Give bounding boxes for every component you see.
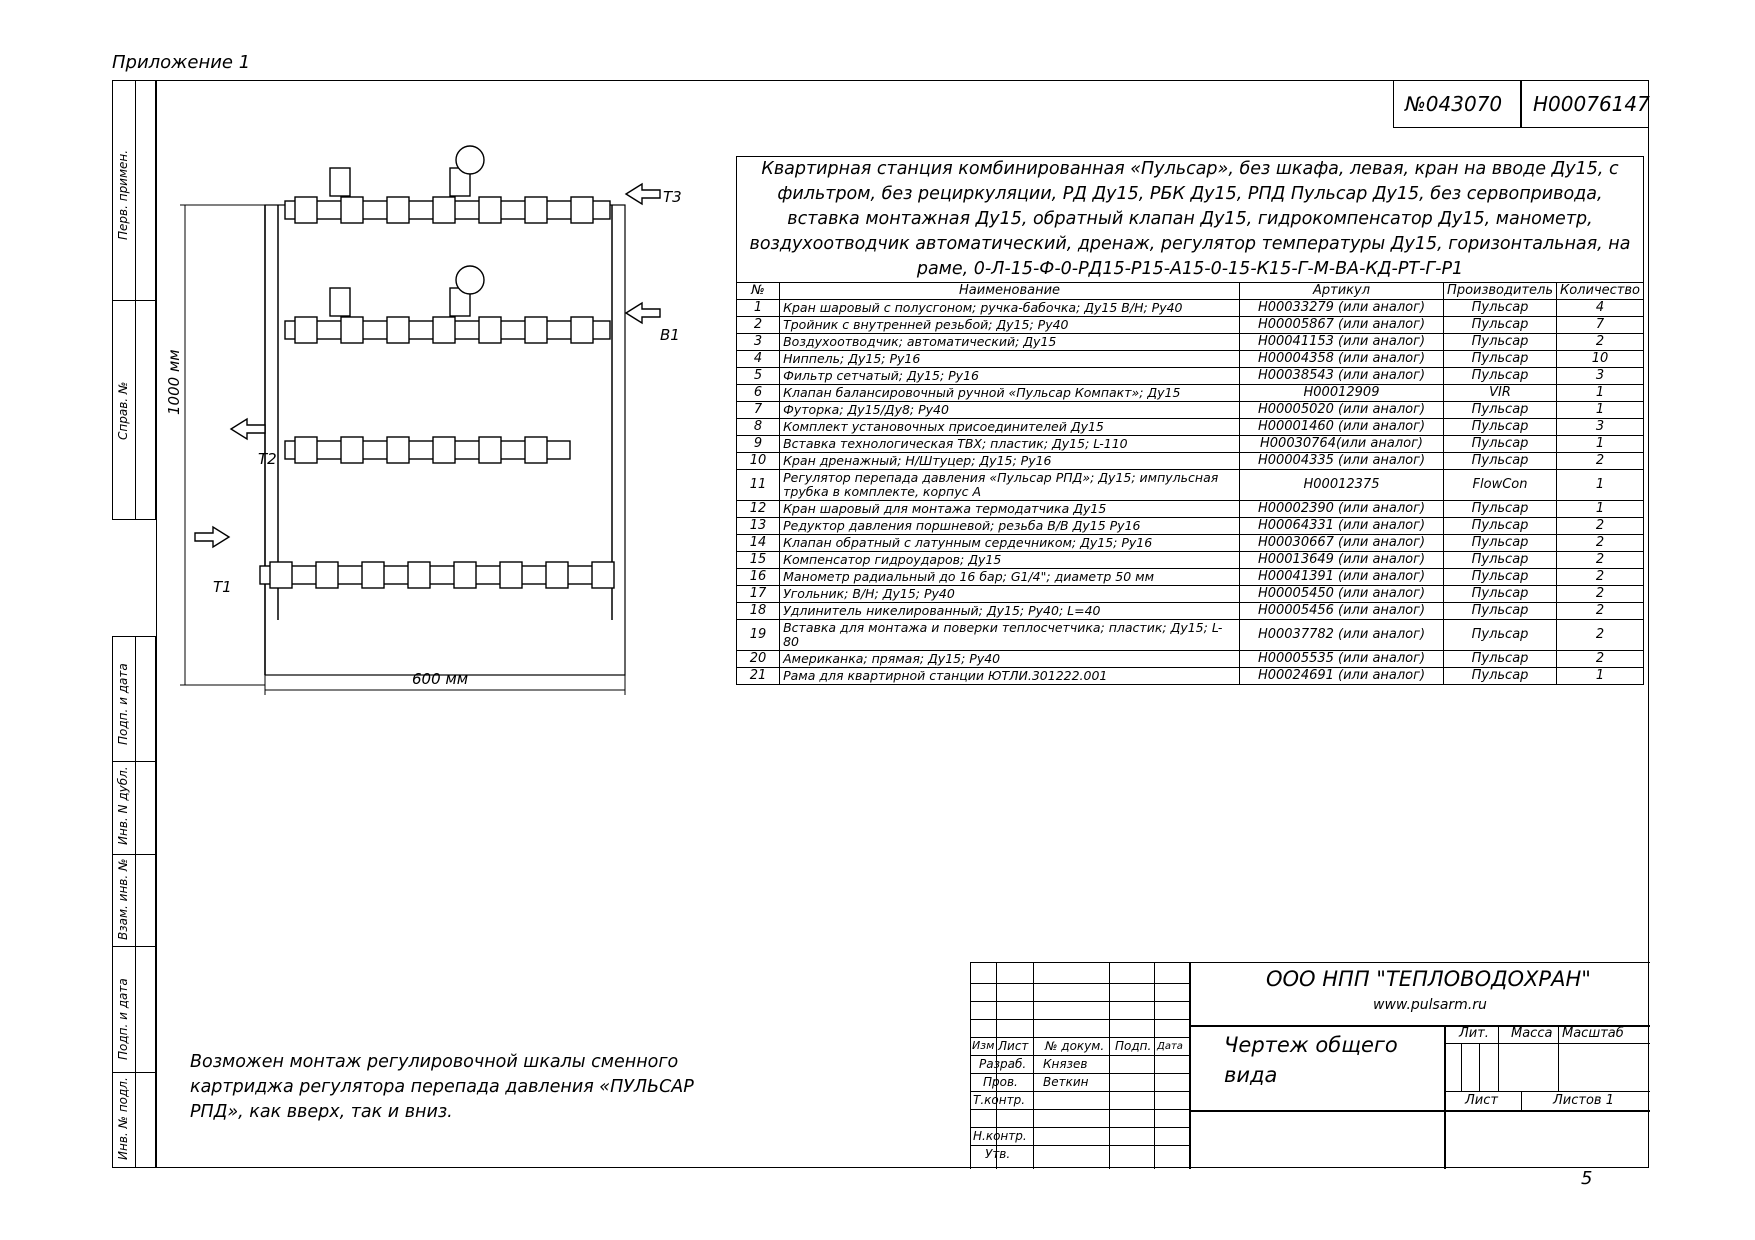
spec-qty: 1 bbox=[1556, 436, 1643, 453]
spec-maker: Пульсар bbox=[1444, 603, 1557, 620]
fitting bbox=[592, 562, 614, 588]
spec-maker: Пульсар bbox=[1444, 552, 1557, 569]
spec-row bbox=[737, 668, 1644, 685]
fitting bbox=[433, 317, 455, 343]
stamp-number: №043070 bbox=[1405, 92, 1503, 116]
spec-maker: Пульсар bbox=[1444, 317, 1557, 334]
spec-article: Н00013649 (или аналог) bbox=[1239, 552, 1443, 569]
tb-lit: Лит. bbox=[1459, 1026, 1489, 1041]
spec-num: 18 bbox=[737, 603, 780, 620]
title-block bbox=[970, 962, 1650, 1169]
spec-row bbox=[737, 453, 1644, 470]
spec-row bbox=[737, 603, 1644, 620]
tb-massa: Масса bbox=[1511, 1026, 1553, 1041]
spec-num: 2 bbox=[737, 317, 780, 334]
pressure-gauge bbox=[456, 146, 484, 174]
spec-num: 15 bbox=[737, 552, 780, 569]
spec-article: Н00033279 (или аналог) bbox=[1239, 300, 1443, 317]
fitting bbox=[341, 197, 363, 223]
spec-row bbox=[737, 501, 1644, 518]
spec-qty: 2 bbox=[1556, 535, 1643, 552]
spec-row bbox=[737, 586, 1644, 603]
spec-maker: Пульсар bbox=[1444, 586, 1557, 603]
appendix-label: Приложение 1 bbox=[112, 52, 251, 73]
spec-article: Н00030667 (или аналог) bbox=[1239, 535, 1443, 552]
spec-name: Ниппель; Ду15; Ру16 bbox=[780, 351, 1240, 368]
spec-maker: Пульсар bbox=[1444, 419, 1557, 436]
spec-article: Н00004358 (или аналог) bbox=[1239, 351, 1443, 368]
spec-article: Н00004335 (или аналог) bbox=[1239, 453, 1443, 470]
spec-article: Н00037782 (или аналог) bbox=[1239, 620, 1443, 651]
spec-maker: Пульсар bbox=[1444, 402, 1557, 419]
fitting bbox=[479, 317, 501, 343]
spec-num: 3 bbox=[737, 334, 780, 351]
spec-article: Н00030764(или аналог) bbox=[1239, 436, 1443, 453]
spec-article: Н00005535 (или аналог) bbox=[1239, 651, 1443, 668]
spec-article: Н00064331 (или аналог) bbox=[1239, 518, 1443, 535]
spec-article: Н00012375 bbox=[1239, 470, 1443, 501]
spec-article: Н00002390 (или аналог) bbox=[1239, 501, 1443, 518]
spec-row bbox=[737, 334, 1644, 351]
spec-maker: Пульсар bbox=[1444, 351, 1557, 368]
fitting bbox=[295, 317, 317, 343]
spec-qty: 2 bbox=[1556, 603, 1643, 620]
spec-name: Удлинитель никелированный; Ду15; Ру40; L=40 bbox=[780, 603, 1240, 620]
flow-arrow bbox=[626, 184, 660, 204]
spec-qty: 3 bbox=[1556, 419, 1643, 436]
spec-maker: Пульсар bbox=[1444, 620, 1557, 651]
spec-name: Кран шаровый для монтажа термодатчика Ду15 bbox=[780, 501, 1240, 518]
side-label-perv: Перв. примен. bbox=[116, 149, 130, 240]
spec-name: Регулятор перепада давления «Пульсар РПД»; Ду15; импульсная трубка в комплекте, корпус А bbox=[780, 470, 1240, 501]
fitting bbox=[295, 437, 317, 463]
tb-izm: Изм bbox=[972, 1039, 995, 1052]
spec-num: 14 bbox=[737, 535, 780, 552]
spec-row bbox=[737, 620, 1644, 651]
spec-maker: Пульсар bbox=[1444, 569, 1557, 586]
spec-maker: Пульсар bbox=[1444, 368, 1557, 385]
spec-qty: 2 bbox=[1556, 552, 1643, 569]
spec-maker: Пульсар bbox=[1444, 535, 1557, 552]
spec-num: 6 bbox=[737, 385, 780, 402]
spec-qty: 2 bbox=[1556, 334, 1643, 351]
spec-name: Кран шаровый с полусгоном; ручка-бабочка; Ду15 В/Н; Ру40 bbox=[780, 300, 1240, 317]
spec-row bbox=[737, 385, 1644, 402]
tb-prov: Пров. bbox=[983, 1075, 1018, 1089]
tb-date: Дата bbox=[1157, 1041, 1183, 1052]
fitting bbox=[571, 317, 593, 343]
spec-article: Н00005020 (или аналог) bbox=[1239, 402, 1443, 419]
spec-table bbox=[736, 282, 1644, 685]
spec-num: 5 bbox=[737, 368, 780, 385]
fitting bbox=[341, 317, 363, 343]
spec-num: 7 bbox=[737, 402, 780, 419]
tb-tkontr: Т.контр. bbox=[973, 1093, 1026, 1107]
spec-num: 13 bbox=[737, 518, 780, 535]
flow-label-t2: Т2 bbox=[258, 450, 277, 468]
spec-article: Н00024691 (или аналог) bbox=[1239, 668, 1443, 685]
col-article: Артикул bbox=[1239, 283, 1443, 300]
spec-row bbox=[737, 569, 1644, 586]
spec-name: Американка; прямая; Ду15; Ру40 bbox=[780, 651, 1240, 668]
spec-article: Н00041391 (или аналог) bbox=[1239, 569, 1443, 586]
fitting bbox=[479, 437, 501, 463]
spec-row bbox=[737, 368, 1644, 385]
fitting bbox=[362, 562, 384, 588]
stamp-code: Н00076147 bbox=[1533, 92, 1650, 116]
flow-label-v1: В1 bbox=[660, 326, 680, 344]
spec-article: Н00041153 (или аналог) bbox=[1239, 334, 1443, 351]
spec-maker: Пульсар bbox=[1444, 453, 1557, 470]
tb-sheets: Листов 1 bbox=[1553, 1093, 1614, 1108]
dim-width: 600 мм bbox=[412, 670, 469, 688]
flow-arrow bbox=[195, 527, 229, 547]
tb-utv: Утв. bbox=[985, 1147, 1011, 1161]
fitting bbox=[316, 562, 338, 588]
tb-doc: № докум. bbox=[1045, 1039, 1105, 1053]
spec-maker: Пульсар bbox=[1444, 334, 1557, 351]
tb-sheet: Лист bbox=[1465, 1093, 1498, 1108]
spec-row bbox=[737, 552, 1644, 569]
tb-doc-title-1: Чертеж общего bbox=[1224, 1033, 1398, 1057]
fitting bbox=[387, 437, 409, 463]
col-num: № bbox=[737, 283, 780, 300]
spec-maker: Пульсар bbox=[1444, 668, 1557, 685]
spec-name: Футорка; Ду15/Ду8; Ру40 bbox=[780, 402, 1240, 419]
fitting bbox=[479, 197, 501, 223]
spec-name: Компенсатор гидроударов; Ду15 bbox=[780, 552, 1240, 569]
description-line: вставка монтажная Ду15, обратный клапан Ду15, гидрокомпенсатор Ду15, манометр, bbox=[787, 209, 1593, 229]
col-name: Наименование bbox=[780, 283, 1240, 300]
spec-name: Угольник; В/Н; Ду15; Ру40 bbox=[780, 586, 1240, 603]
side-label-vzam: Взам. инв. № bbox=[116, 858, 130, 940]
spec-num: 12 bbox=[737, 501, 780, 518]
spec-num: 8 bbox=[737, 419, 780, 436]
spec-row bbox=[737, 402, 1644, 419]
tb-list: Лист bbox=[998, 1039, 1029, 1053]
spec-name: Комплект установочных присоединителей Ду15 bbox=[780, 419, 1240, 436]
spec-num: 9 bbox=[737, 436, 780, 453]
spec-row bbox=[737, 651, 1644, 668]
fitting bbox=[270, 562, 292, 588]
spec-row bbox=[737, 419, 1644, 436]
station-diagram bbox=[160, 120, 680, 700]
spec-row bbox=[737, 535, 1644, 552]
fitting bbox=[433, 437, 455, 463]
spec-name: Фильтр сетчатый; Ду15; Ру16 bbox=[780, 368, 1240, 385]
tb-prov-name: Веткин bbox=[1043, 1075, 1089, 1089]
spec-maker: Пульсар bbox=[1444, 518, 1557, 535]
fitting bbox=[525, 317, 547, 343]
description-line: раме, 0-Л-15-Ф-0-РД15-Р15-А15-0-15-К15-Г-М-ВА-КД-РТ-Г-Р1 bbox=[916, 259, 1464, 279]
spec-row bbox=[737, 470, 1644, 501]
spec-row bbox=[737, 436, 1644, 453]
spec-qty: 3 bbox=[1556, 368, 1643, 385]
spec-article: Н00038543 (или аналог) bbox=[1239, 368, 1443, 385]
tb-sign: Подп. bbox=[1115, 1039, 1152, 1053]
spec-article: Н00005450 (или аналог) bbox=[1239, 586, 1443, 603]
spec-row bbox=[737, 300, 1644, 317]
spec-qty: 2 bbox=[1556, 453, 1643, 470]
spec-qty: 10 bbox=[1556, 351, 1643, 368]
spec-maker: Пульсар bbox=[1444, 436, 1557, 453]
spec-row bbox=[737, 351, 1644, 368]
spec-qty: 1 bbox=[1556, 668, 1643, 685]
tb-doc-title-2: вида bbox=[1224, 1063, 1278, 1087]
spec-num: 10 bbox=[737, 453, 780, 470]
fitting bbox=[525, 437, 547, 463]
fitting bbox=[387, 317, 409, 343]
note-block bbox=[190, 1050, 694, 1125]
description-line: Квартирная станция комбинированная «Пульсар», без шкафа, левая, кран на вводе Ду15, с bbox=[761, 159, 1619, 179]
air-vent-body bbox=[330, 288, 350, 316]
note-line: картриджа регулятора перепада давления «ПУЛЬСАР bbox=[190, 1077, 694, 1097]
tb-masshtab: Масштаб bbox=[1562, 1026, 1624, 1041]
flow-arrow bbox=[626, 303, 660, 323]
spec-qty: 1 bbox=[1556, 501, 1643, 518]
fitting bbox=[500, 562, 522, 588]
spec-qty: 1 bbox=[1556, 385, 1643, 402]
spec-maker: Пульсар bbox=[1444, 300, 1557, 317]
flow-label-t3: Т3 bbox=[663, 188, 682, 206]
spec-num: 20 bbox=[737, 651, 780, 668]
description-line: воздухоотводчик автоматический, дренаж, регулятор температуры Ду15, горизонтальная, на bbox=[749, 234, 1631, 254]
spec-maker: Пульсар bbox=[1444, 501, 1557, 518]
side-label-podp2: Подп. и дата bbox=[116, 978, 130, 1060]
note-line: РПД», как вверх, так и вниз. bbox=[190, 1102, 453, 1122]
spec-num: 11 bbox=[737, 470, 780, 501]
spec-maker: FlowCon bbox=[1444, 470, 1557, 501]
spec-qty: 4 bbox=[1556, 300, 1643, 317]
spec-article: Н00001460 (или аналог) bbox=[1239, 419, 1443, 436]
col-maker: Производитель bbox=[1444, 283, 1557, 300]
fitting bbox=[295, 197, 317, 223]
tb-razrab: Разраб. bbox=[979, 1057, 1027, 1071]
page-number: 5 bbox=[1581, 1168, 1593, 1189]
spec-qty: 2 bbox=[1556, 586, 1643, 603]
side-label-inv-dubl: Инв. N дубл. bbox=[116, 766, 130, 845]
spec-num: 16 bbox=[737, 569, 780, 586]
spec-qty: 2 bbox=[1556, 569, 1643, 586]
spec-maker: VIR bbox=[1444, 385, 1557, 402]
spec-row bbox=[737, 317, 1644, 334]
fitting bbox=[387, 197, 409, 223]
pressure-gauge bbox=[456, 266, 484, 294]
air-vent-body bbox=[330, 168, 350, 196]
spec-name: Клапан балансировочный ручной «Пульсар Компакт»; Ду15 bbox=[780, 385, 1240, 402]
spec-name: Вставка для монтажа и поверки теплосчетчика; пластик; Ду15; L-80 bbox=[780, 620, 1240, 651]
fitting bbox=[433, 197, 455, 223]
spec-qty: 2 bbox=[1556, 651, 1643, 668]
spec-name: Рама для квартирной станции ЮТЛИ.301222.001 bbox=[780, 668, 1240, 685]
side-label-inv-podl: Инв. № подл. bbox=[116, 1077, 130, 1160]
spec-name: Клапан обратный с латунным сердечником; Ду15; Ру16 bbox=[780, 535, 1240, 552]
spec-name: Вставка технологическая ТВХ; пластик; Ду15; L-110 bbox=[780, 436, 1240, 453]
spec-name: Редуктор давления поршневой; резьба В/В Ду15 Ру16 bbox=[780, 518, 1240, 535]
spec-name: Тройник с внутренней резьбой; Ду15; Ру40 bbox=[780, 317, 1240, 334]
fitting bbox=[454, 562, 476, 588]
dim-height: 1000 мм bbox=[165, 349, 183, 415]
spec-description bbox=[736, 156, 1644, 282]
spec-name: Воздухоотводчик; автоматический; Ду15 bbox=[780, 334, 1240, 351]
col-qty: Количество bbox=[1556, 283, 1643, 300]
side-label-sprav: Справ. № bbox=[116, 381, 130, 440]
fitting bbox=[546, 562, 568, 588]
spec-qty: 1 bbox=[1556, 402, 1643, 419]
fitting bbox=[408, 562, 430, 588]
spec-row bbox=[737, 518, 1644, 535]
side-label-podp1: Подп. и дата bbox=[116, 663, 130, 745]
description-line: фильтром, без рециркуляции, РД Ду15, РБК Ду15, РПД Пульсар Ду15, без сервопривода, bbox=[777, 184, 1603, 204]
spec-num: 17 bbox=[737, 586, 780, 603]
flow-arrow bbox=[231, 419, 265, 439]
tb-razrab-name: Князев bbox=[1043, 1057, 1088, 1071]
fitting bbox=[571, 197, 593, 223]
spec-article: Н00012909 bbox=[1239, 385, 1443, 402]
spec-name: Кран дренажный; Н/Штуцер; Ду15; Ру16 bbox=[780, 453, 1240, 470]
tb-website: www.pulsarm.ru bbox=[1373, 997, 1487, 1013]
spec-article: Н00005867 (или аналог) bbox=[1239, 317, 1443, 334]
fitting bbox=[525, 197, 547, 223]
spec-maker: Пульсар bbox=[1444, 651, 1557, 668]
spec-name: Манометр радиальный до 16 бар; G1/4"; диаметр 50 мм bbox=[780, 569, 1240, 586]
spec-qty: 1 bbox=[1556, 470, 1643, 501]
spec-qty: 7 bbox=[1556, 317, 1643, 334]
spec-num: 1 bbox=[737, 300, 780, 317]
note-line: Возможен монтаж регулировочной шкалы сменного bbox=[190, 1052, 679, 1072]
tb-nkontr: Н.контр. bbox=[973, 1129, 1027, 1143]
fitting bbox=[341, 437, 363, 463]
flow-label-t1: Т1 bbox=[213, 578, 232, 596]
tb-company: ООО НПП "ТЕПЛОВОДОХРАН" bbox=[1266, 967, 1591, 991]
spec-num: 21 bbox=[737, 668, 780, 685]
spec-qty: 2 bbox=[1556, 620, 1643, 651]
spec-qty: 2 bbox=[1556, 518, 1643, 535]
spec-article: Н00005456 (или аналог) bbox=[1239, 603, 1443, 620]
spec-header-row bbox=[737, 283, 1644, 300]
spec-num: 4 bbox=[737, 351, 780, 368]
spec-num: 19 bbox=[737, 620, 780, 651]
spec-table-wrapper bbox=[736, 156, 1644, 685]
